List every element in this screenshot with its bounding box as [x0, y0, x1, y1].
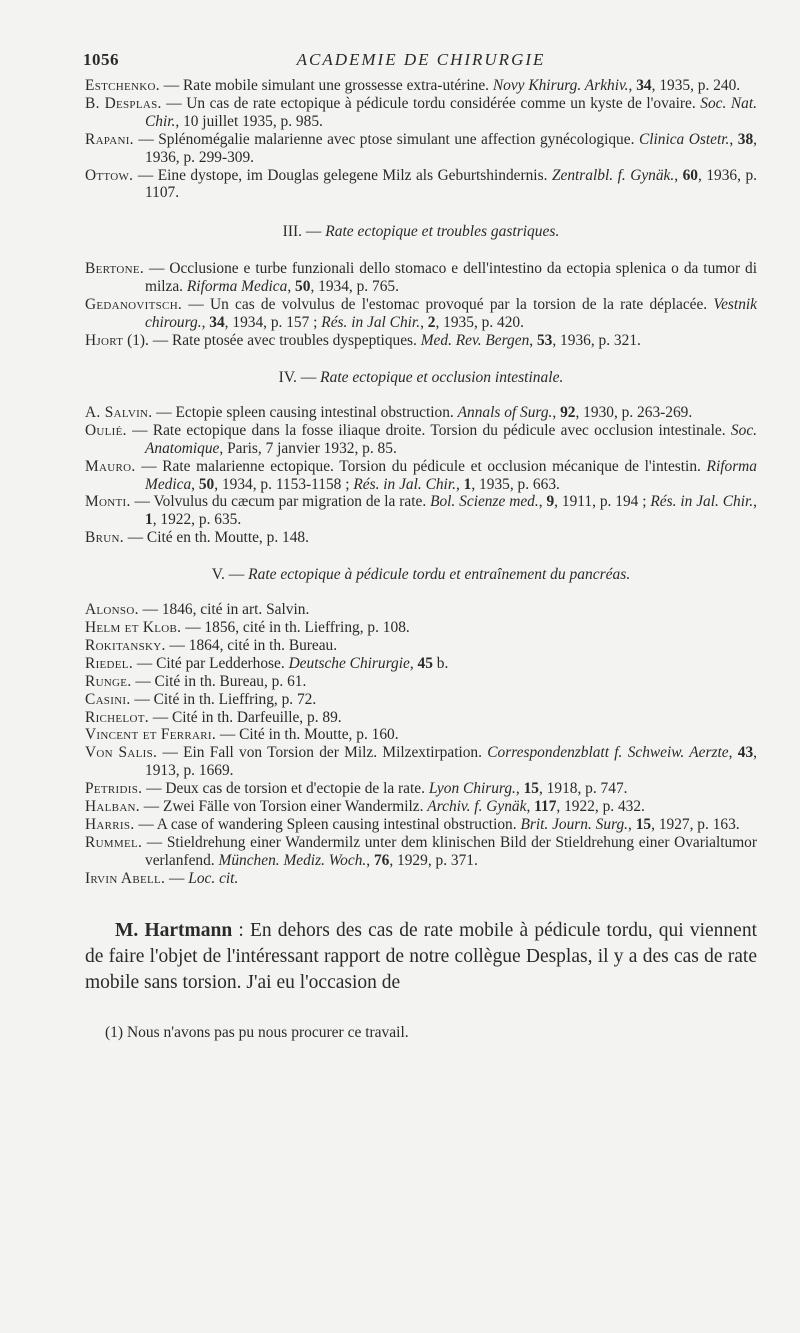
reference-author: Ottow.	[85, 166, 134, 184]
reference-text: — Cité par Ledderhose.	[132, 654, 289, 672]
reference-entry	[85, 691, 757, 709]
reference-author: Oulié.	[85, 421, 127, 439]
reference-volume: 15	[635, 816, 652, 833]
reference-detail: , Paris, 7 janvier 1932, p. 85.	[219, 439, 397, 457]
reference-journal: Bol. Scienze med.	[430, 493, 539, 511]
footnote: (1) Nous n'avons pas pu nous procurer ce travail.	[105, 1023, 409, 1041]
reference-entry: Rummel. — Stieldrehung einer Wandermilz unter dem klinischen Bild der Stieldrehung einer Ovarialtumor verlanfend. München. Mediz. Woch., 76, 1929, p. 371.	[85, 833, 757, 869]
reference-text: —	[165, 869, 189, 887]
reference-journal: Vestnik chirourg.	[145, 296, 757, 332]
reference-text: — Cité in th. Moutte, p. 160.	[216, 726, 399, 744]
reference-author: B. Desplas.	[85, 94, 162, 112]
reference-author: Alonso.	[85, 601, 139, 619]
reference-author: Mauro.	[85, 457, 136, 475]
reference-text: — 1856, cité in th. Lieffring, p. 108.	[181, 619, 410, 637]
reference-entry	[85, 529, 757, 547]
reference-detail: , 1936, p. 321.	[552, 331, 641, 349]
reference-volume: 43	[737, 744, 754, 762]
reference-author: Gedanovitsch.	[85, 296, 183, 314]
reference-journal: Soc. Nat. Chir.	[145, 94, 757, 130]
reference-author: Riedel.	[85, 654, 133, 672]
reference-volume: 50	[198, 475, 215, 493]
reference-journal: Deutsche Chirurgie	[288, 654, 410, 672]
reference-entry: Mauro. — Rate malarienne ectopique. Torsion du pédicule et occlusion mécanique de l'intestin. Riforma Medica, 50, 1934, p. 1153-1158 ; Rés. in Jal. Chir., 1, 1935, p. 663.	[85, 457, 757, 493]
reference-list	[85, 260, 757, 350]
reference-text: — A case of wandering Spleen causing intestinal obstruction.	[134, 816, 521, 833]
reference-text: — 1864, cité in th. Bureau.	[165, 636, 338, 654]
reference-volume: 60	[682, 166, 698, 184]
reference-text: — Ein Fall von Torsion der Milz. Milzextirpation.	[157, 744, 488, 762]
reference-volume: 92	[560, 403, 576, 421]
reference-detail: , 10 juillet 1935, p. 985.	[175, 112, 323, 130]
reference-entry: Estchenko. — Rate mobile simulant une grossesse extra-utérine. Novy Khirurg. Arkhiv., 34, 1935, p. 240.	[85, 77, 741, 94]
reference-entry	[85, 619, 757, 637]
reference-text: — 1846, cité in art. Salvin.	[138, 601, 310, 619]
reference-text: (1). — Rate ptosée avec troubles dyspeptiques.	[123, 331, 421, 349]
reference-volume: 15	[523, 780, 539, 798]
reference-volume: 34	[636, 77, 652, 94]
reference-author: Rapani.	[85, 130, 134, 148]
reference-detail: , 1929, p. 371.	[389, 851, 478, 869]
reference-volume: 34	[209, 314, 225, 332]
reference-author: Rummel.	[85, 833, 143, 851]
reference-journal: Brit. Journ. Surg.	[520, 816, 629, 833]
reference-text: — Splénomégalie malarienne avec ptose simulant une affection gynécologique.	[133, 130, 639, 148]
reference-entry: Bertone. — Occlusione e turbe funzionali dello stomaco e dell'intestino da ectopia splenica o da tumor di milza. Riforma Medica, 50, 1934, p. 765.	[85, 260, 757, 296]
reference-detail: , 1913, p. 1669.	[145, 744, 758, 780]
reference-detail: , 1934, p. 1153-1158 ;	[214, 475, 354, 493]
reference-entry: Gedanovitsch. — Un cas de volvulus de l'estomac provoqué par la torsion de la rate déplacée. Vestnik chirourg., 34, 1934, p. 157 ; Rés. in Jal Chir., 2, 1935, p. 420.	[85, 296, 757, 332]
reference-volume: 1	[145, 511, 153, 529]
reference-detail: , 1918, p. 747.	[538, 780, 628, 798]
reference-text: — Cité in th. Lieffring, p. 72.	[130, 690, 317, 708]
reference-volume: 2	[427, 314, 436, 332]
reference-detail: , 1934, p. 765.	[310, 278, 399, 296]
reference-journal: Correspondenzblatt f. Schweiw. Aerzte	[487, 744, 729, 762]
reference-list	[85, 77, 757, 202]
reference-author: Halban.	[85, 798, 140, 816]
reference-journal: Zentralbl. f. Gynäk.	[551, 166, 675, 184]
reference-entry: Rapani. — Splénomégalie malarienne avec ptose simulant une affection gynécologique. Clinica Ostetr., 38, 1936, p. 299-309.	[85, 130, 757, 166]
reference-entry	[85, 601, 757, 619]
reference-text: — Rate mobile simulant une grossesse extra-utérine.	[159, 77, 493, 94]
discussion-paragraph	[85, 918, 757, 996]
reference-volume: 9	[546, 493, 555, 511]
reference-author: Vincent et Ferrari.	[85, 726, 217, 744]
reference-author: Harris.	[85, 816, 135, 833]
reference-author: Helm et Klob.	[85, 619, 182, 637]
running-title: ACADEMIE DE CHIRURGIE	[296, 50, 546, 69]
reference-detail: , 1911, p. 194 ;	[554, 493, 651, 511]
reference-entry: Riedel. — Cité par Ledderhose. Deutsche Chirurgie, 45 b.	[85, 654, 449, 672]
reference-journal: Riforma Medica	[145, 457, 757, 493]
reference-entry: Hjort (1). — Rate ptosée avec troubles dyspeptiques. Med. Rev. Bergen, 53, 1936, p. 321.	[85, 331, 641, 349]
reference-journal: Archiv. f. Gynäk	[427, 798, 527, 816]
reference-detail: , 1935, p. 420.	[435, 314, 524, 332]
reference-entry: Halban. — Zwei Fälle von Torsion einer Wandermilz. Archiv. f. Gynäk, 117, 1922, p. 432.	[85, 798, 645, 816]
reference-detail: , 1922, p. 432.	[556, 798, 645, 816]
reference-journal: Rés. in Jal. Chir.	[353, 475, 456, 493]
reference-text: — Ectopie spleen causing intestinal obstruction.	[152, 403, 458, 421]
reference-text: — Rate ectopique dans la fosse iliaque droite. Torsion du pédicule avec occlusion intestinale.	[126, 421, 731, 439]
reference-text: — Deux cas de torsion et d'ectopie de la rate.	[142, 780, 429, 798]
reference-entry	[85, 709, 757, 727]
reference-entry	[85, 726, 757, 744]
reference-entry	[85, 870, 757, 888]
reference-entry	[85, 673, 757, 691]
reference-journal: Rés. in Jal. Chir.	[650, 493, 754, 511]
reference-author: Brun.	[85, 529, 124, 547]
reference-journal: Riforma Medica	[186, 278, 288, 296]
reference-entry	[85, 422, 757, 458]
reference-author: Richelot.	[85, 708, 149, 726]
reference-journal: Clinica Ostetr.	[638, 130, 730, 148]
reference-entry: Ottow. — Eine dystope, im Douglas gelegene Milz als Geburtshindernis. Zentralbl. f. Gynäk., 60, 1936, p. 1107.	[85, 166, 758, 202]
reference-author: Runge.	[85, 672, 132, 690]
reference-author: Estchenko.	[85, 77, 160, 94]
reference-detail: , 1930, p. 263-269.	[575, 403, 693, 421]
reference-volume: 117	[534, 798, 557, 816]
section-heading: V. — Rate ectopique à pédicule tordu et entraînement du pancréas.	[211, 566, 631, 584]
reference-text: — Cité in th. Bureau, p. 61.	[131, 672, 307, 690]
reference-entry	[85, 637, 757, 655]
reference-author: Irvin Abell.	[85, 869, 166, 887]
reference-detail: , 1936, p. 299-309.	[145, 130, 757, 166]
reference-text: — Volvulus du cæcum par migration de la rate.	[130, 493, 431, 511]
reference-text: — Eine dystope, im Douglas gelegene Milz als Geburtshindernis.	[133, 166, 552, 184]
reference-journal: Annals of Surg.	[457, 403, 553, 421]
reference-journal: München. Mediz. Woch.	[218, 851, 367, 869]
paragraph-text: : En dehors des cas de rate mobile à pédicule tordu, qui viennent de faire l'objet de l'intéressant rapport de notre collègue Desplas, il y a des cas de rate mobile sans torsion. J'ai eu l'occasion de	[85, 919, 757, 993]
reference-entry: A. Salvin. — Ectopie spleen causing intestinal obstruction. Annals of Surg., 92, 1930, p. 263-269.	[85, 403, 693, 421]
reference-author: A. Salvin.	[85, 403, 153, 421]
reference-journal: Rés. in Jal Chir.	[321, 314, 421, 332]
reference-text: — Un cas de rate ectopique à pédicule tordu considérée comme un kyste de l'ovaire.	[161, 94, 701, 112]
reference-entry: Von Salis. — Ein Fall von Torsion der Milz. Milzextirpation. Correspondenzblatt f. Schweiw. Aerzte, 43, 1913, p. 1669.	[85, 744, 758, 780]
reference-detail: , 1935, p. 240.	[651, 77, 741, 94]
page	[85, 46, 757, 1042]
reference-volume: 38	[737, 130, 754, 148]
section-heading: IV. — Rate ectopique et occlusion intestinale.	[278, 368, 564, 386]
reference-detail: , 1934, p. 157 ;	[224, 314, 322, 332]
reference-detail: , 1927, p. 163.	[651, 816, 740, 833]
reference-volume: 76	[373, 851, 390, 869]
reference-text: — Un cas de volvulus de l'estomac provoqué par la torsion de la rate déplacée.	[182, 296, 714, 314]
reference-entry	[85, 95, 757, 131]
reference-author: Von Salis.	[85, 744, 158, 762]
reference-detail: , 1935, p. 663.	[471, 475, 560, 493]
reference-author: Casini.	[85, 690, 131, 708]
reference-entry: Petridis. — Deux cas de torsion et d'ectopie de la rate. Lyon Chirurg., 15, 1918, p. 747.	[85, 780, 628, 798]
reference-detail: , 1922, p. 635.	[152, 511, 242, 529]
reference-text: — Rate malarienne ectopique. Torsion du pédicule et occlusion mécanique de l'intestin.	[135, 457, 707, 475]
reference-volume: 50	[295, 278, 311, 296]
reference-text: — Cité in th. Darfeuille, p. 89.	[148, 708, 342, 726]
reference-author: Monti.	[85, 493, 131, 511]
reference-detail: , 1936, p. 1107.	[145, 166, 758, 202]
reference-entry: Harris. — A case of wandering Spleen causing intestinal obstruction. Brit. Journ. Surg., 15, 1927, p. 163.	[85, 816, 740, 833]
reference-entry: Monti. — Volvulus du cæcum par migration de la rate. Bol. Scienze med., 9, 1911, p. 194 ; Rés. in Jal. Chir., 1, 1922, p. 635.	[85, 493, 757, 529]
reference-author: Petridis.	[85, 780, 143, 798]
reference-volume: 53	[536, 331, 553, 349]
section-heading: III. — Rate ectopique et troubles gastriques.	[282, 223, 560, 241]
reference-journal: Lyon Chirurg.	[428, 780, 516, 798]
reference-detail: b.	[432, 654, 449, 672]
reference-text: — Occlusione e turbe funzionali dello stomaco e dell'intestino da ectopia splenica o da tumor di milza.	[144, 260, 757, 296]
reference-journal: Loc. cit.	[188, 869, 239, 887]
reference-volume: 1	[463, 475, 472, 493]
reference-text: — Stieldrehung einer Wandermilz unter dem klinischen Bild der Stieldrehung einer Ovarialtumor verlanfend.	[142, 833, 757, 869]
reference-author: Hjort	[85, 331, 124, 349]
reference-journal: Med. Rev. Bergen	[420, 331, 530, 349]
reference-text: — Cité en th. Moutte, p. 148.	[123, 529, 309, 547]
reference-journal: Soc. Anatomique	[145, 421, 757, 457]
speaker-name: M. Hartmann	[115, 919, 233, 941]
page-number: 1056	[83, 50, 119, 69]
reference-author: Bertone.	[85, 260, 145, 278]
reference-list	[85, 404, 757, 547]
page-header	[85, 46, 757, 74]
reference-list	[85, 601, 757, 888]
reference-author: Rokitansky.	[85, 636, 166, 654]
reference-journal: Novy Khirurg. Arkhiv.	[492, 77, 629, 94]
reference-text: — Zwei Fälle von Torsion einer Wandermilz.	[139, 798, 428, 816]
reference-volume: 45	[417, 654, 433, 672]
